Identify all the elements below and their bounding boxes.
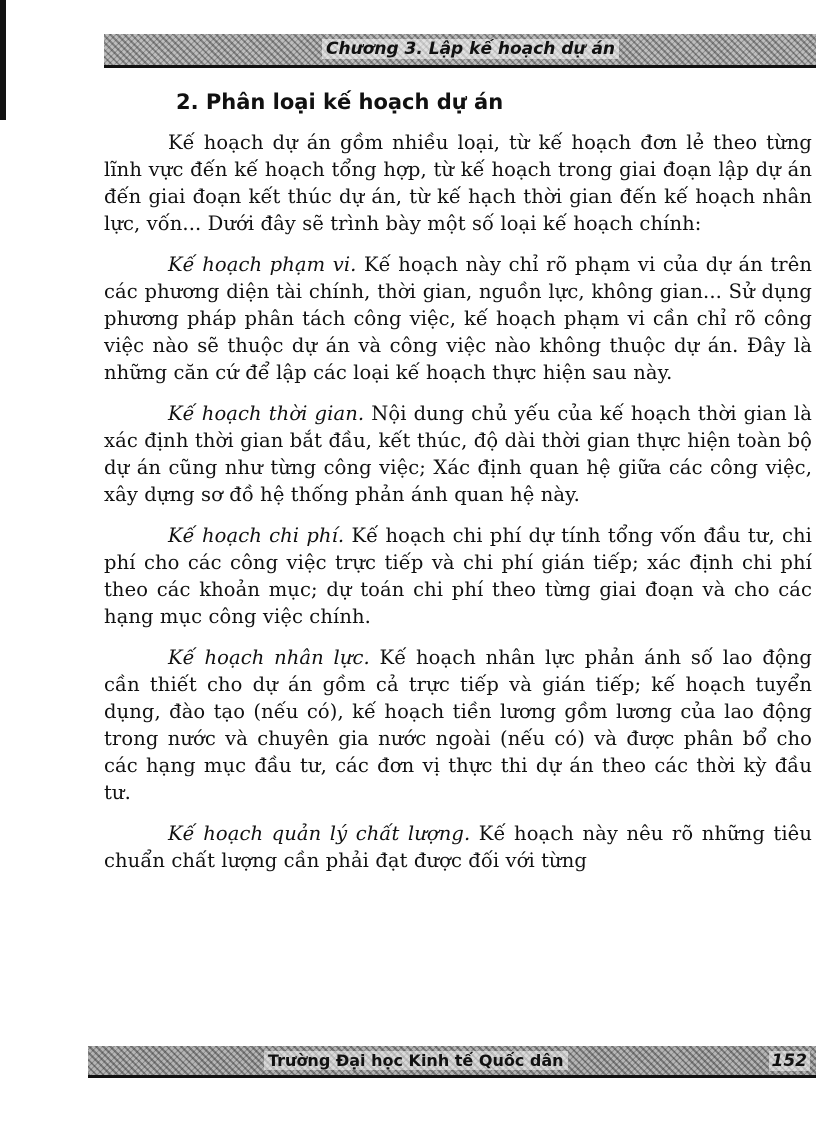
paragraph-text: Kế hoạch nhân lực phản ánh số lao động cần thiết cho dự án gồm cả trực tiếp và gián tiếp; kế hoạch tuyển dụng, đào tạo (nếu có), kế hoạch tiền lương gồm lương của lao động trong nước và chuyên gia nước ngoài (nếu có) và được phân bổ cho các hạng mục đầu tư, các đơn vị thực thi dự án theo các thời kỳ đầu tư.: [104, 646, 812, 804]
paragraph-text: Nội dung chủ yếu của kế hoạch thời gian là xác định thời gian bắt đầu, kết thúc, độ dài thời gian thực hiện toàn bộ dự án cũng như từng công việc; Xác định quan hệ giữa các công việc, xây dựng sơ đồ hệ thống phản ánh quan hệ này.: [104, 402, 812, 506]
paragraph-quality-plan: [104, 820, 812, 874]
paragraph-cost-plan: [104, 522, 812, 630]
paragraph-time-plan: [104, 400, 812, 508]
page-number: 152: [769, 1051, 811, 1071]
paragraph-intro: [104, 129, 812, 237]
binding-edge: [0, 0, 6, 120]
paragraph-text: Kế hoạch này chỉ rõ phạm vi của dự án trên các phương diện tài chính, thời gian, nguồn lực, không gian... Sử dụng phương pháp phân tách công việc, kế hoạch phạm vi cần chỉ rõ công việc nào sẽ thuộc dự án và công việc nào không thuộc dự án. Đây là những căn cứ để lập các loại kế hoạch thực hiện sau này.: [104, 253, 812, 384]
paragraph-lead: Kế hoạch quản lý chất lượng.: [168, 822, 471, 845]
paragraph-scope-plan: [104, 251, 812, 386]
institution-name: Trường Đại học Kinh tế Quốc dân: [264, 1051, 568, 1070]
paragraph-lead: Kế hoạch phạm vi.: [168, 253, 357, 276]
paragraph-lead: Kế hoạch thời gian.: [168, 402, 365, 425]
paragraph-text: Kế hoạch chi phí dự tính tổng vốn đầu tư, chi phí cho các công việc trực tiếp và chi phí gián tiếp; xác định chi phí theo các khoản mục; dự toán chi phí theo từng giai đoạn và cho các hạng mục công việc chính.: [104, 524, 812, 628]
paragraph-lead: Kế hoạch chi phí.: [168, 524, 345, 547]
running-header: [104, 34, 816, 68]
body-text: [104, 129, 812, 888]
running-footer: [88, 1046, 816, 1078]
paragraph-text: Kế hoạch dự án gồm nhiều loại, từ kế hoạch đơn lẻ theo từng lĩnh vực đến kế hoạch tổng hợp, từ kế hoạch trong giai đoạn lập dự án đến giai đoạn kết thúc dự án, từ kế hạch thời gian đến kế hoạch nhân lực, vốn... Dưới đây sẽ trình bày một số loại kế hoạch chính:: [104, 131, 812, 235]
section-heading: 2. Phân loại kế hoạch dự án: [176, 90, 504, 114]
paragraph-staffing-plan: [104, 644, 812, 806]
paragraph-lead: Kế hoạch nhân lực.: [168, 646, 370, 669]
paragraph-text: Kế hoạch này nêu rõ những tiêu chuẩn chất lượng cần phải đạt được đối với từng: [104, 822, 812, 872]
chapter-title: Chương 3. Lập kế hoạch dự án: [322, 39, 619, 59]
